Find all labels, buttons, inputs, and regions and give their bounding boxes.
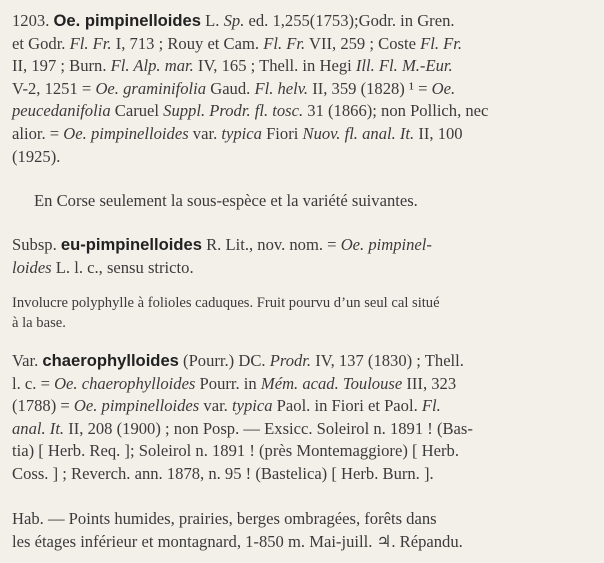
- text-run: typica: [231, 396, 273, 416]
- variety-entry: [12, 350, 598, 486]
- text-run: Prodr.: [269, 351, 312, 370]
- text-run: à la base.: [12, 315, 66, 331]
- text-run: L.: [201, 11, 224, 30]
- text-run: Caruel: [110, 101, 164, 121]
- text-run: Var.: [12, 351, 43, 370]
- taxon-name: eu-pimpinelloides: [60, 235, 202, 254]
- text-run: En Corse seulement la sous-espèce et la variété suivantes.: [34, 191, 418, 210]
- text-line: [12, 373, 598, 396]
- text-run: Oe. chaerophylloides: [54, 373, 196, 393]
- taxon-name: chaerophylloides: [42, 351, 179, 370]
- text-line: [12, 418, 598, 441]
- text-run: anal. It.: [12, 418, 65, 438]
- text-line: [12, 234, 598, 257]
- text-run: (Pourr.) DC.: [178, 351, 270, 370]
- corse-note: [34, 190, 604, 213]
- text-line: [12, 123, 598, 146]
- text-run: ed. 1,255(1753);Godr. in Gren.: [244, 11, 455, 30]
- text-run: VII, 259 ; Coste: [305, 33, 421, 53]
- text-line: [12, 293, 598, 313]
- text-run: Paol. in Fiori et Paol.: [272, 396, 422, 416]
- text-run: Mém. acad. Toulouse: [260, 373, 403, 393]
- subspecies-description: [12, 293, 598, 333]
- text-run: 31 (1866); non Pollich, nec: [303, 101, 489, 121]
- text-run: Fiori: [261, 123, 303, 143]
- text-run: Oe. pimpinel-: [340, 235, 432, 254]
- text-run: Fl. Fr.: [263, 33, 306, 53]
- text-run: Oe. graminifolia: [95, 78, 207, 98]
- text-run: loides: [12, 257, 52, 277]
- text-line: [12, 100, 598, 123]
- taxon-name: Oe. pimpinelloides: [53, 11, 202, 30]
- text-run: Oe. pimpinelloides: [63, 123, 189, 143]
- text-run: typica: [221, 123, 262, 143]
- text-run: Pourr. in: [195, 373, 261, 393]
- text-run: III, 323: [402, 373, 457, 393]
- text-run: Sp.: [223, 11, 245, 30]
- text-line: [12, 395, 598, 418]
- text-run: Coss. ] ; Reverch. ann. 1878, n. 95 ! (Bastelica) [ Herb. Burn. ].: [12, 463, 434, 483]
- text-run: Subsp.: [12, 235, 61, 254]
- text-run: Fl. Fr.: [420, 33, 463, 53]
- text-run: peucedanifolia: [12, 101, 111, 121]
- text-run: Oe.: [431, 78, 456, 98]
- text-line: [12, 313, 598, 333]
- species-entry: [12, 10, 598, 168]
- text-run: II, 208 (1900) ; non Posp. — Exsicc. Soleirol n. 1891 ! (Bas-: [64, 418, 473, 438]
- text-run: Hab. — Points humides, prairies, berges ombragées, forêts dans: [12, 509, 437, 528]
- text-run: Fl. helv.: [254, 78, 309, 98]
- text-run: II, 359 (1828) ¹ =: [308, 78, 432, 98]
- text-line: [12, 257, 598, 280]
- text-run: V-2, 1251 =: [12, 78, 96, 98]
- text-run: 1203.: [12, 11, 54, 30]
- text-run: Fl. Alp. mar.: [110, 56, 194, 76]
- text-run: var.: [199, 396, 232, 416]
- text-run: Suppl. Prodr. fl. tosc.: [163, 101, 304, 121]
- text-run: IV, 165 ; Thell. in Hegi: [193, 56, 356, 76]
- text-run: I, 713 ; Rouy et Cam.: [111, 33, 264, 53]
- text-run: R. Lit., nov. nom. =: [201, 235, 341, 254]
- text-run: II, 100: [414, 123, 463, 143]
- text-run: Fl.: [421, 396, 441, 416]
- text-line: [12, 350, 598, 373]
- text-run: Gaud.: [206, 78, 255, 98]
- text-run: Fl. Fr.: [69, 33, 112, 53]
- text-line: [12, 33, 598, 56]
- text-run: Oe. pimpinelloides: [73, 396, 200, 416]
- text-run: var.: [188, 123, 222, 143]
- text-run: l. c. =: [12, 373, 55, 393]
- text-line: [12, 531, 598, 554]
- text-run: Nuov. fl. anal. It.: [302, 123, 415, 143]
- text-run: et Godr.: [12, 33, 70, 53]
- text-run: alior. =: [12, 123, 64, 143]
- text-line: [34, 190, 604, 213]
- text-line: [12, 10, 598, 33]
- text-line: [12, 508, 598, 531]
- text-run: L. l. c., sensu stricto.: [51, 257, 194, 277]
- subspecies-entry: [12, 234, 598, 279]
- text-line: [12, 440, 598, 463]
- text-run: tia) [ Herb. Req. ]; Soleirol n. 1891 ! (près Montemaggiore) [ Herb.: [12, 441, 459, 461]
- text-line: [12, 55, 598, 78]
- text-run: (1788) =: [12, 396, 74, 416]
- text-run: Involucre polyphylle à folioles caduques. Fruit pourvu d’un seul cal situé: [12, 295, 440, 311]
- text-line: [12, 463, 598, 486]
- text-run: (1925).: [12, 146, 61, 166]
- text-run: Ill. Fl. M.-Eur.: [355, 56, 453, 76]
- text-line: [12, 78, 598, 101]
- habitat-note: [12, 508, 598, 553]
- text-run: les étages inférieur et montagnard, 1-850 m. Mai-juill. ♃. Répandu.: [12, 531, 463, 551]
- text-run: IV, 137 (1830) ; Thell.: [311, 351, 464, 370]
- text-line: [12, 146, 598, 169]
- text-run: II, 197 ; Burn.: [12, 56, 111, 76]
